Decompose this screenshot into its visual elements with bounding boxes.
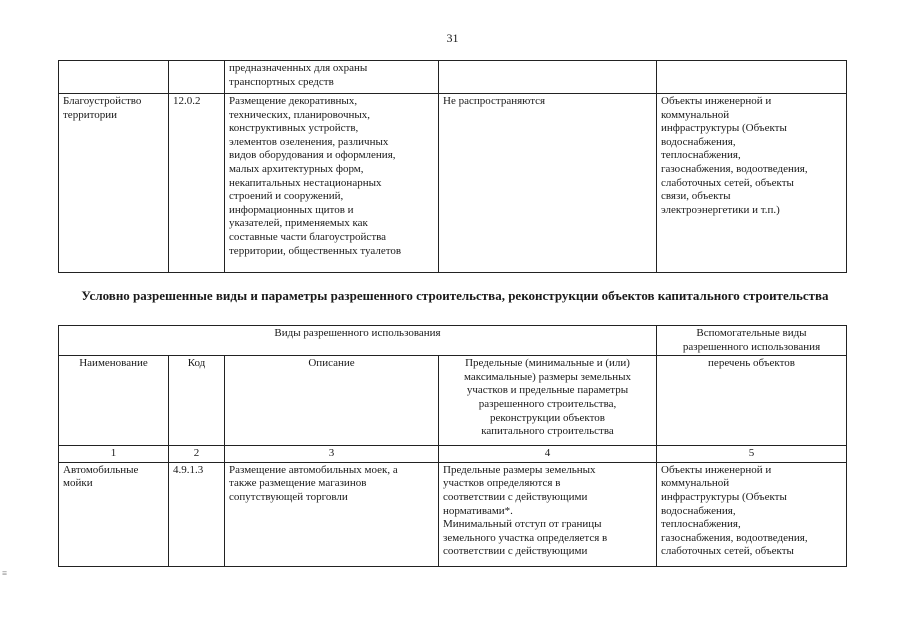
auxiliary-cell: Объекты инженерной и коммунальной инфраструктуры (Объекты водоснабжения, теплоснабжения, газоснабжения, водоотведения, слаботочных сетей, объекты связи, объекты электроэнергетики и т.п.): [657, 94, 847, 273]
column-number: 4: [439, 446, 657, 463]
scan-edge-mark: ≡: [2, 568, 8, 578]
aux-group-header: Вспомогательные виды разрешенного использования: [657, 326, 847, 356]
top-table: [58, 60, 847, 273]
name-cell: Автомобильные мойки: [59, 462, 169, 566]
table-row: [59, 61, 847, 94]
group-header: Виды разрешенного использования: [59, 326, 657, 356]
limits-cell: Не распространяются: [439, 94, 657, 273]
description-cell: Размещение декоративных, технических, планировочных, конструктивных устройств, элементов озеленения, различных видов оборудования и оформления, малых архитектурных форм, некапитальных нестационарных строений и сооружений, информационных щитов и указателей, применяемых как составные части благоустройства территории, общественных туалетов: [225, 94, 439, 273]
page-number: 31: [446, 31, 459, 45]
header-code: Код: [169, 356, 225, 446]
code-cell: 4.9.1.3: [169, 462, 225, 566]
table-row: [59, 462, 847, 566]
column-number: 5: [657, 446, 847, 463]
table-row: [59, 94, 847, 273]
header-name: Наименование: [59, 356, 169, 446]
name-cell: Благоустройство территории: [59, 94, 169, 273]
code-cell: 12.0.2: [169, 94, 225, 273]
header-auxiliary: перечень объектов: [657, 356, 847, 446]
section-title: Условно разрешенные виды и параметры разрешенного строительства, реконструкции объектов капитального строительства: [81, 288, 829, 303]
main-table: [58, 325, 847, 567]
column-number: 2: [169, 446, 225, 463]
table-cell: [657, 61, 847, 94]
table-cell: [169, 61, 225, 94]
table-cell: [439, 61, 657, 94]
column-header-row: [59, 356, 847, 446]
auxiliary-cell: Объекты инженерной и коммунальной инфраструктуры (Объекты водоснабжения, теплоснабжения, газоснабжения, водоотведения, слаботочных сетей, объекты: [657, 462, 847, 566]
column-number-row: [59, 446, 847, 463]
group-header-row: [59, 326, 847, 356]
description-cell: предназначенных для охраны транспортных средств: [225, 61, 439, 94]
header-limits: Предельные (минимальные и (или) максимальные) размеры земельных участков и предельные параметры разрешенного строительства, реконструкции объектов капитального строительства: [439, 356, 657, 446]
table-cell: [59, 61, 169, 94]
column-number: 3: [225, 446, 439, 463]
column-number: 1: [59, 446, 169, 463]
description-cell: Размещение автомобильных моек, а также размещение магазинов сопутствующей торговли: [225, 462, 439, 566]
header-description: Описание: [225, 356, 439, 446]
limits-cell: Предельные размеры земельных участков определяются в соответствии с действующими нормативами*. Минимальный отступ от границы земельного участка определяется в соответствии с действующими: [439, 462, 657, 566]
